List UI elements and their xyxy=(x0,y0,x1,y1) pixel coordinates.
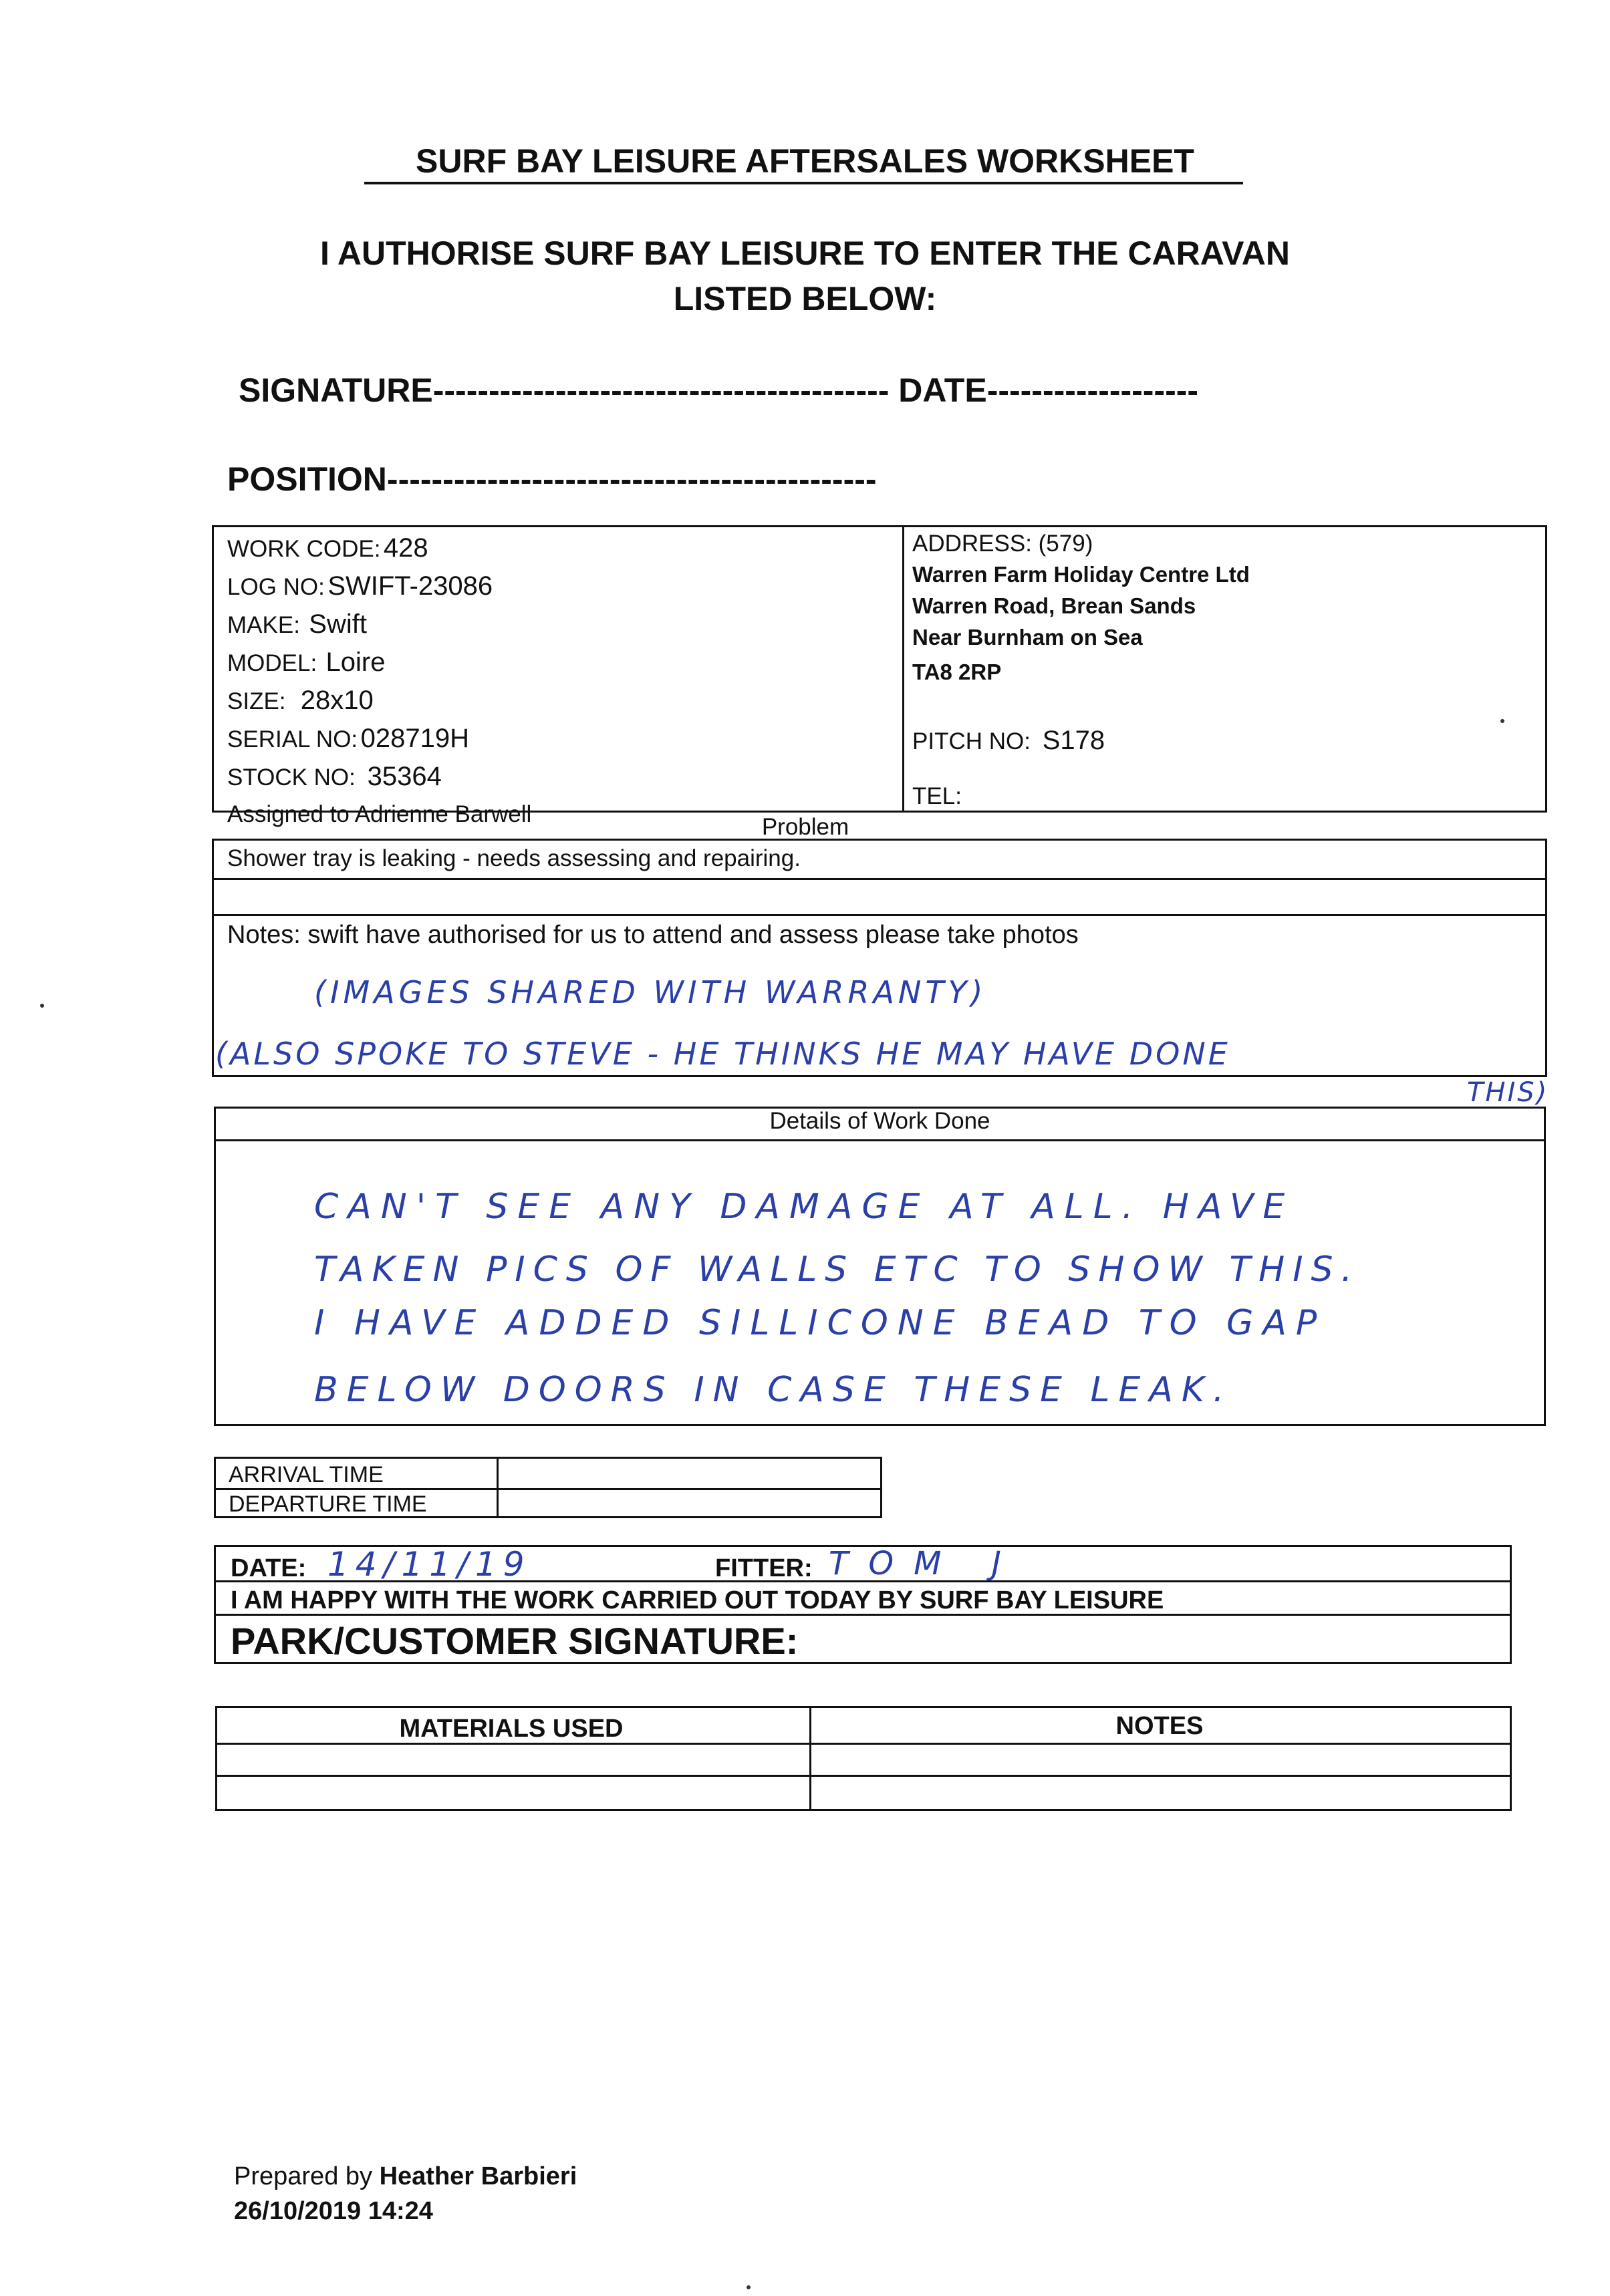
address-postcode: TA8 2RP xyxy=(912,660,1002,684)
prepared-by-name: Heather Barbieri xyxy=(379,2162,577,2190)
assigned-to: Assigned to Adrienne Barwell xyxy=(227,801,532,827)
stock-no-label: STOCK NO: xyxy=(227,764,356,791)
work-done-line-3: I HAVE ADDED SILLICONE BEAD TO GAP xyxy=(314,1303,1327,1343)
problem-heading: Problem xyxy=(761,814,849,840)
work-done-heading: Details of Work Done xyxy=(769,1108,990,1134)
size-value: 28x10 xyxy=(300,686,374,715)
pitch-no-value: S178 xyxy=(1042,726,1105,755)
worksheet-title: SURF BAY LEISURE AFTERSALES WORKSHEET xyxy=(416,142,1194,180)
customer-signature-label: PARK/CUSTOMER SIGNATURE: xyxy=(231,1620,799,1662)
title-underline xyxy=(364,182,1243,184)
stock-no-value: 35364 xyxy=(367,762,442,791)
scan-speck xyxy=(747,2285,751,2289)
work-done-line-2: TAKEN PICS OF WALLS ETC TO SHOW THIS. xyxy=(314,1250,1361,1290)
log-no-label: LOG NO: xyxy=(227,574,325,600)
happy-statement: I AM HAPPY WITH THE WORK CARRIED OUT TODAY BY SURF BAY LEISURE xyxy=(231,1586,1164,1614)
size-label: SIZE: xyxy=(227,688,286,714)
serial-no-value: 028719H xyxy=(360,724,469,753)
date-label: DATE: xyxy=(231,1554,307,1582)
problem-notes: Notes: swift have authorised for us to attend and assess please take photos xyxy=(227,921,1079,949)
departure-time-label: DEPARTURE TIME xyxy=(229,1491,427,1517)
prepared-by-label: Prepared by xyxy=(234,2162,373,2190)
fitter-label: FITTER: xyxy=(715,1554,813,1582)
authorise-line-2: LISTED BELOW: xyxy=(673,280,937,317)
work-done-line-1: CAN'T SEE ANY DAMAGE AT ALL. HAVE xyxy=(314,1187,1295,1227)
scan-speck xyxy=(40,1004,44,1008)
handwritten-note-1: (IMAGES SHARED WITH WARRANTY) xyxy=(314,974,987,1010)
details-right xyxy=(912,529,1250,692)
tel-label: TEL: xyxy=(912,783,962,809)
signature-date-line: SIGNATURE----------------------------------------- DATE------------------- xyxy=(239,372,1199,409)
make-value: Swift xyxy=(309,609,367,639)
details-left xyxy=(227,532,531,831)
arrival-time-label: ARRIVAL TIME xyxy=(229,1462,384,1487)
prepared-datetime: 26/10/2019 14:24 xyxy=(234,2197,433,2225)
date-value: 14/11/19 xyxy=(327,1545,531,1584)
address-line: Warren Road, Brean Sands xyxy=(912,593,1196,618)
make-label: MAKE: xyxy=(227,612,300,638)
fitter-value: TOM J xyxy=(829,1545,1021,1582)
handwritten-note-2: (ALSO SPOKE TO STEVE - HE THINKS HE MAY HAVE DONE xyxy=(215,1036,1230,1072)
pitch-no xyxy=(912,726,1105,756)
scan-speck xyxy=(1500,719,1504,723)
handwritten-note-3: THIS) xyxy=(1467,1077,1549,1108)
model-label: MODEL: xyxy=(227,650,317,676)
work-done-line-4: BELOW DOORS IN CASE THESE LEAK. xyxy=(314,1370,1233,1410)
prepared-by xyxy=(234,2162,577,2191)
work-code-value: 428 xyxy=(383,533,428,563)
model-value: Loire xyxy=(325,648,386,677)
log-no-value: SWIFT-23086 xyxy=(327,571,493,601)
problem-text: Shower tray is leaking - needs assessing and repairing. xyxy=(227,845,801,871)
materials-used-header: MATERIALS USED xyxy=(399,1715,624,1743)
serial-no-label: SERIAL NO: xyxy=(227,726,358,752)
address-line: Warren Farm Holiday Centre Ltd xyxy=(912,562,1250,587)
pitch-no-label: PITCH NO: xyxy=(912,728,1031,754)
authorise-line-1: I AUTHORISE SURF BAY LEISURE TO ENTER THE CARAVAN xyxy=(319,235,1291,272)
address-label: ADDRESS: (579) xyxy=(912,531,1093,557)
address-line: Near Burnham on Sea xyxy=(912,625,1143,650)
notes-header: NOTES xyxy=(1115,1712,1204,1740)
work-code-label: WORK CODE: xyxy=(227,536,381,562)
position-line: POSITION-------------------------------------------- xyxy=(227,460,877,498)
